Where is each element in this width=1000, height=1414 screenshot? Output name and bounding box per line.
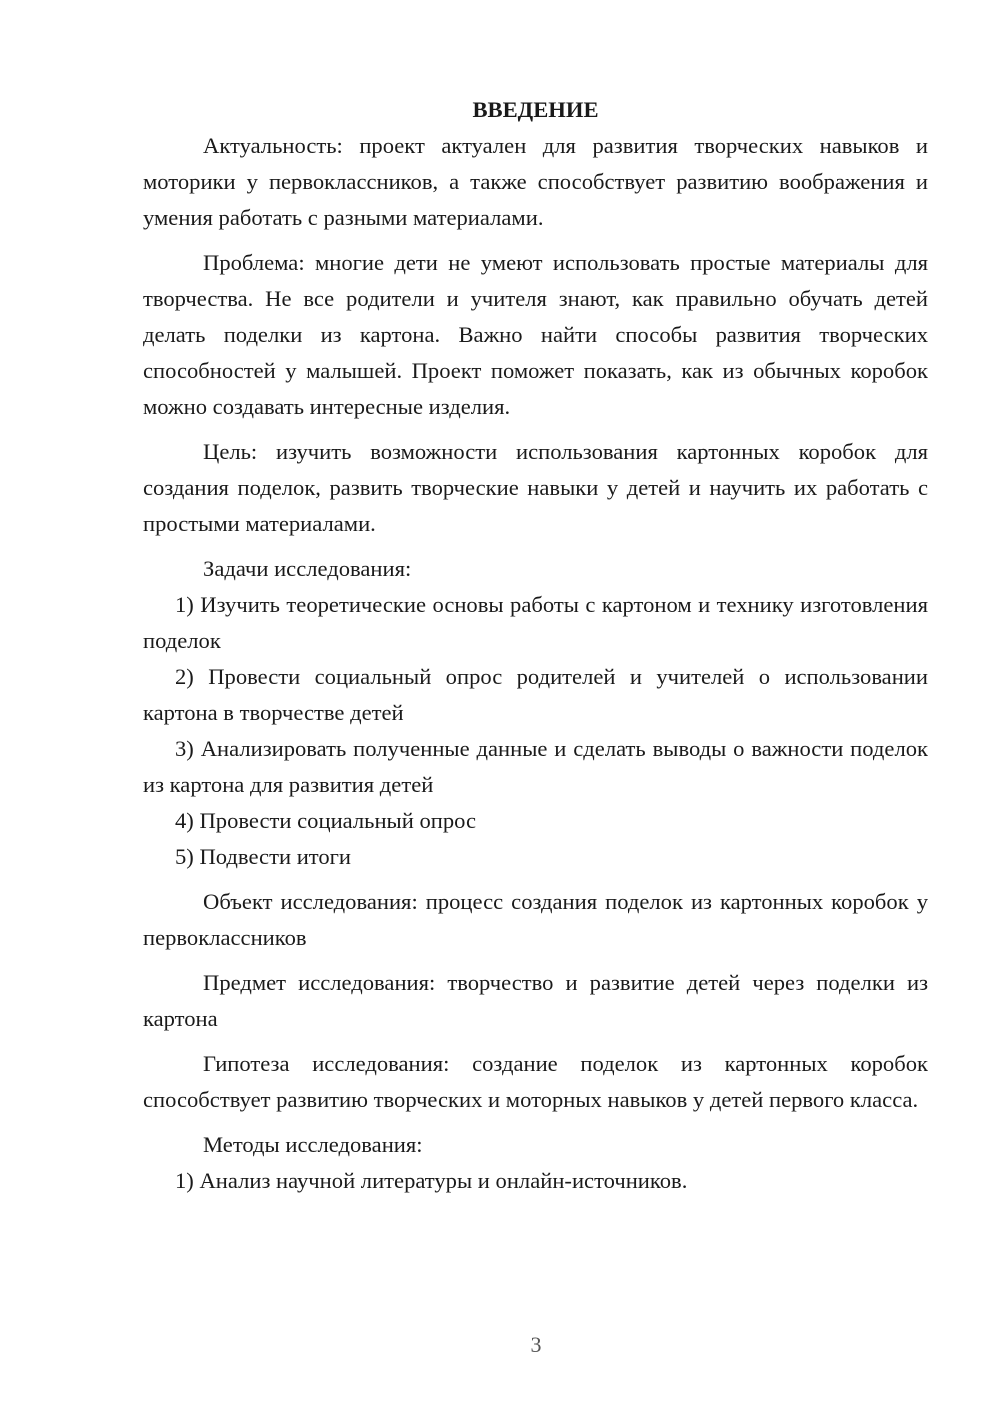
subject-paragraph: Предмет исследования: творчество и развитие детей через поделки из картона bbox=[143, 970, 928, 1031]
page-number: 3 bbox=[530, 1332, 542, 1357]
problem-paragraph: Проблема: многие дети не умеют использовать простые материалы для творчества. Не все родители и учителя знают, как правильно обучать детей делать поделки из картона. Важно найти способы развития творческих способностей у малышей. Проект поможет показать, как из обычных коробок можно создавать интересные изделия. bbox=[143, 250, 928, 419]
goal-paragraph: Цель: изучить возможности использования картонных коробок для создания поделок, развить творческие навыки у детей и научить их работать с простыми материалами. bbox=[143, 439, 928, 536]
page-content bbox=[143, 92, 928, 1199]
task-item: 3) Анализировать полученные данные и сделать выводы о важности поделок из картона для развития детей bbox=[143, 736, 928, 797]
method-item: 1) Анализ научной литературы и онлайн-источников. bbox=[175, 1168, 688, 1193]
section-title: ВВЕДЕНИЕ bbox=[472, 97, 599, 122]
task-item: 2) Провести социальный опрос родителей и учителей о использовании картона в творчестве детей bbox=[143, 664, 928, 725]
task-item: 1) Изучить теоретические основы работы с картоном и технику изготовления поделок bbox=[143, 592, 928, 653]
methods-heading: Методы исследования: bbox=[203, 1132, 423, 1157]
hypothesis-paragraph: Гипотеза исследования: создание поделок из картонных коробок способствует развитию творческих и моторных навыков у детей первого класса. bbox=[143, 1051, 928, 1112]
object-paragraph: Объект исследования: процесс создания поделок из картонных коробок у первоклассников bbox=[143, 889, 928, 950]
task-item: 5) Подвести итоги bbox=[175, 844, 352, 869]
task-item: 4) Провести социальный опрос bbox=[175, 808, 477, 833]
relevance-paragraph: Актуальность: проект актуален для развития творческих навыков и моторики у первоклассников, а также способствует развитию воображения и умения работать с разными материалами. bbox=[143, 133, 928, 230]
tasks-heading: Задачи исследования: bbox=[203, 556, 412, 581]
